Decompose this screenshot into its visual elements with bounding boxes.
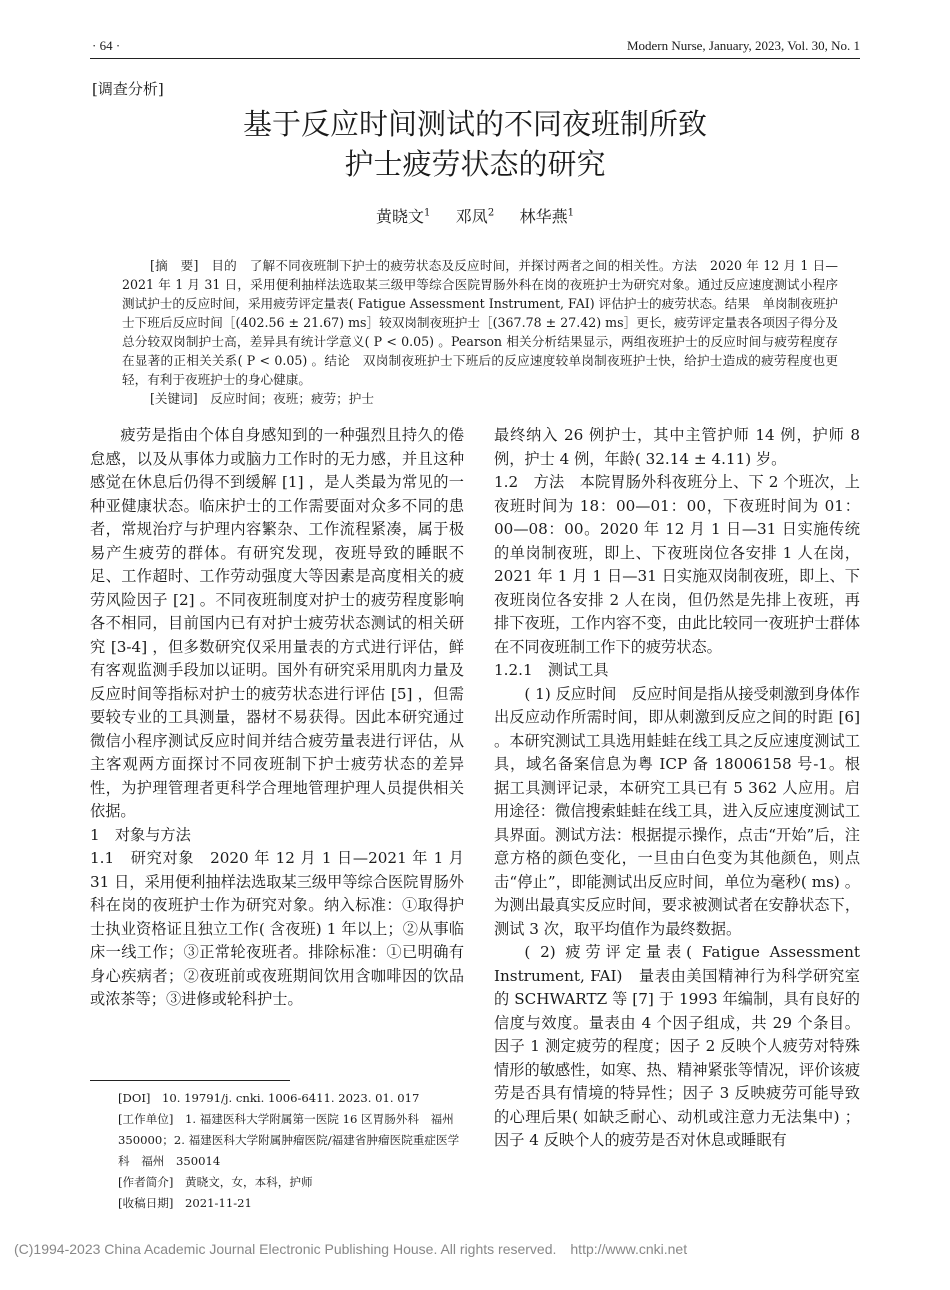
keywords: [关键词] 反应时间；夜班；疲劳；护士 xyxy=(150,391,374,406)
footnote-date: [收稿日期] 2021-11-21 xyxy=(118,1196,252,1210)
abstract-text: [摘 要] 目的 了解不同夜班制下护士的疲劳状态及反应时间，并探讨两者之间的相关性。方法 2020 年 12 月 1 日—2021 年 1 月 31 日，采用便利抽样法选取某三级甲等综合医院胃肠外科在岗的夜班护士为研究对象。通过反应速度测试小程序测试护士的反应时间，采用疲劳评定量表( Fatigue Assessment Instrument, FAI) 评估护士的疲劳状态。结果 单岗制夜班护士下班后反应时间［(402.56 ± 21.67) ms］较双岗制夜班护士［(367.78 ± 27.42) ms］更长，疲劳评定量表各项因子得分及总分较双岗制护士高，差异具有统计学意义( P < 0.05) 。Pearson 相关分析结果显示，两组夜班护士的反应时间与疲劳程度存在显著的正相关关系( P < 0.05) 。结论 双岗制夜班护士下班后的反应速度较单岗制夜班护士快，给护士造成的疲劳程度也更轻，有利于夜班护士的身心健康。 xyxy=(122,258,838,387)
author-affiliation: 2 xyxy=(487,207,495,219)
page-number: · 64 · xyxy=(92,38,121,53)
author-name: 邓凤 xyxy=(455,207,488,226)
methods-paragraph: 1.2 方法 本院胃肠外科夜班分上、下 2 个班次，上夜班时间为 18：00—01：00，下夜班时间为 01：00—08：00。2020 年 12 月 1 日—31 日实施传统的单岗制夜班，即上、下夜班岗位各安排 1 人在岗，2021 年 1 月 1 日—31 日实施双岗制夜班，即上、下夜班岗位各安排 2 人在岗，但仍然是先排上夜班，再排下夜班，工作内容不变，由此比较同一夜班护士群体在不同夜班制工作下的疲劳状态。 xyxy=(494,473,860,656)
intro-paragraph: 疲劳是指由个体自身感知到的一种强烈且持久的倦怠感，以及从事体力或脑力工作时的无力感，并且这种感觉在休息后仍得不到缓解 [1] ，是人类最为常见的一种亚健康状态。临床护士的工作需要面对众多不同的患者，常规治疗与护理内容繁杂、工作流程紧凑，属于极易产生疲劳的群体。有研究发现，夜班导致的睡眠不足、工作超时、工作劳动强度大等因素是高度相关的疲劳风险因子 [2] 。不同夜班制度对护士的疲劳程度影响各不相同，目前国内已有对护士疲劳状态测试的相关研究 [3-4] ，但多数研究仅采用量表的方式进行评估，鲜有客观监测手段加以证明。国外有研究采用肌肉力量及反应时间等指标对护士的疲劳状态进行评估 [5] ，但需要较专业的工具测量，器材不易获得。因此本研究通过微信小程序测试反应时间并结合疲劳量表进行评估，从主客观两方面探讨不同夜班制下护士疲劳状态的差异性，为护理管理者更科学合理地管理护理人员提供相关依据。 xyxy=(90,426,464,820)
footnotes xyxy=(118,1088,464,1214)
footnote-author: [作者简介] 黄晓文，女，本科，护师 xyxy=(118,1175,313,1189)
section-heading-methods: 1 对象与方法 xyxy=(90,825,191,844)
journal-citation: Modern Nurse, January, 2023, Vol. 30, No. 1 xyxy=(626,38,860,53)
section-tag: [调查分析] xyxy=(92,80,164,98)
author-affiliation: 1 xyxy=(423,207,431,219)
fai-paragraph: ( 2) 疲劳评定量表( Fatigue Assessment Instrument, FAI) 量表由美国精神行为科学研究室的 SCHWARTZ 等 [7] 于 1993 年编制，具有良好的信度与效度。量表由 4 个因子组成，共 29 个条目。因子 1 测定疲劳的程度；因子 2 反映个人疲劳对特殊情形的敏感性，如寒、热、精神紧张等情况，评价该疲劳是否具有情境的特异性；因子 3 反映疲劳可能导致的心理后果( 如缺乏耐心、动机或注意力无法集中) ；因子 4 反映个人的疲劳是否对休息或睡眠有 xyxy=(494,943,860,1149)
abstract xyxy=(122,256,838,408)
left-column xyxy=(90,424,464,1012)
subjects-paragraph: 1.1 研究对象 2020 年 12 月 1 日—2021 年 1 月 31 日，采用便利抽样法选取某三级甲等综合医院胃肠外科在岗的夜班护士作为研究对象。纳入标准：①取得护士执业资格证且独立工作( 含夜班) 1 年以上；②从事临床一线工作；③正常轮夜班者。排除标准：①已明确有身心疾病者；②夜班前或夜班期间饮用含咖啡因的饮品或浓茶等；③进修或轮科护士。 xyxy=(90,849,464,1008)
author-name: 林华燕 xyxy=(519,207,568,226)
article-title-line1: 基于反应时间测试的不同夜班制所致 xyxy=(242,107,707,141)
subsection-heading-tools: 1.2.1 测试工具 xyxy=(494,661,609,679)
author-name: 黄晓文 xyxy=(375,207,424,226)
reaction-time-paragraph: ( 1) 反应时间 反应时间是指从接受刺激到身体作出反应动作所需时间，即从刺激到反应之间的时距 [6] 。本研究测试工具选用蛙蛙在线工具之反应速度测试工具，域名备案信息为粤 ICP 备 18006158 号-1。根据工具测评记录，本研究工具已有 5 362 人应用。启用途径：微信搜索蛙蛙在线工具，进入反应速度测试工具界面。测试方法：根据提示操作，点击“开始”后，注意方格的颜色变化，一旦由白色变为其他颜色，则点击“停止”，即能测试出反应时间，单位为毫秒( ms) 。为测出最真实反应时间，要求被测试者在安静状态下，测试 3 次，取平均值作为最终数据。 xyxy=(494,684,860,938)
right-column xyxy=(494,424,860,1153)
subjects-continued: 最终纳入 26 例护士，其中主管护师 14 例，护师 8 例，护士 4 例，年龄( 32.14 ± 4.11) 岁。 xyxy=(494,426,860,468)
copyright-notice: (C)1994-2023 China Academic Journal Electronic Publishing House. All rights reserved. http://www.cnki.net xyxy=(14,1241,688,1257)
author-affiliation: 1 xyxy=(567,207,575,219)
footnote-rule xyxy=(90,1080,290,1081)
footnote-doi: [DOI] 10. 19791/j. cnki. 1006-6411. 2023. 01. 017 xyxy=(118,1091,420,1105)
author-list xyxy=(0,204,950,227)
footnote-unit: [工作单位] 1. 福建医科大学附属第一医院 16 区胃肠外科 福州 350000；2. 福建医科大学附属肿瘤医院/福建省肿瘤医院重症医学科 福州 350014 xyxy=(118,1112,466,1168)
header-rule xyxy=(90,58,860,59)
article-title-line2: 护士疲劳状态的研究 xyxy=(344,147,606,181)
